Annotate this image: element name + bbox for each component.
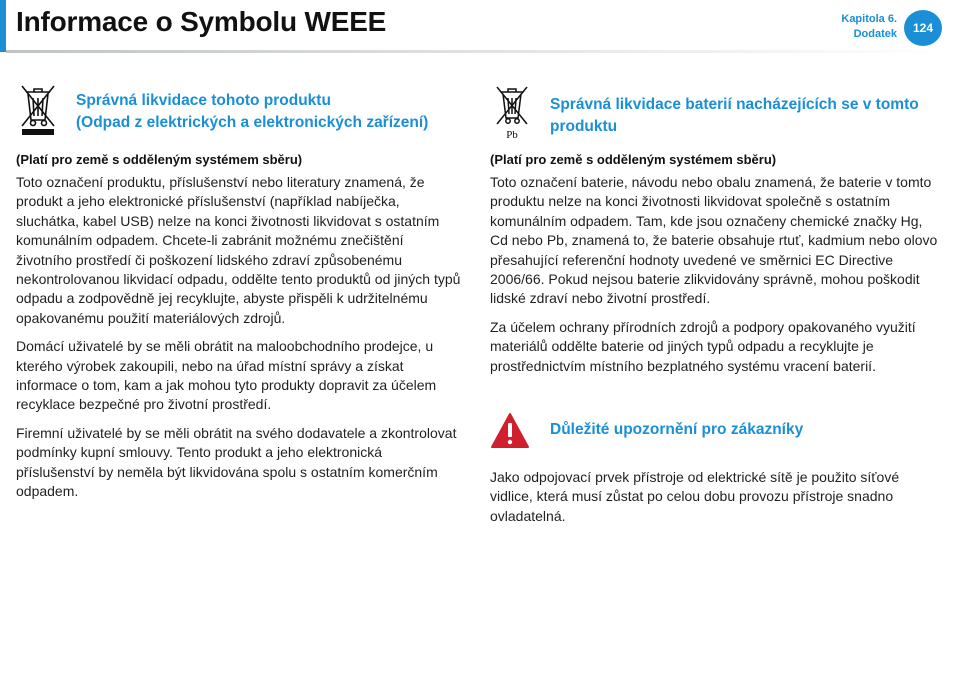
- pb-label: Pb: [506, 129, 518, 140]
- warning-section: [490, 412, 940, 526]
- battery-section-header: [490, 82, 940, 138]
- crossed-out-bin-pb-icon: [490, 82, 534, 145]
- chapter-name: Dodatek: [853, 28, 897, 40]
- weee-title-line2: (Odpad z elektrických a elektronických zařízení): [76, 114, 429, 131]
- crossed-out-wheelie-bin-icon: [16, 82, 60, 141]
- right-column: [490, 82, 940, 535]
- weee-paragraph: Toto označení produktu, příslušenství nebo literatury znamená, že produkt a jeho elektronické příslušenství (například nabíječka, sluchátka, kabel USB) nelze na konci životnosti likvidovat s ostatním komunálním odpadem. Chcete-li zabránit možnému znečištění životního prostředí či poškození lidského zdraví způsobenému nekontrolovanou likvidací odpadu, oddělte tento produktů od jiných typů odpadu a zodpovědně jej recyklujte, abyste přispěli k udržitelnému opakovanému použití materiálových zdrojů.: [16, 174, 461, 326]
- page-number-badge: 124: [904, 10, 942, 46]
- weee-title-line1: Správná likvidace tohoto produktu: [76, 92, 331, 109]
- warning-triangle-icon: [490, 412, 530, 455]
- battery-section-title: Správná likvidace baterií nacházejících se v tomto produktu: [550, 96, 919, 135]
- page-title: Informace o Symbolu WEEE: [16, 6, 387, 37]
- left-column: [16, 82, 461, 511]
- weee-paragraph: Firemní uživatelé by se měli obrátit na svého dodavatele a zkontrolovat podmínky kupní smlouvy. Tento produkt a jeho elektronická příslušenství by neměla být likvidována spolu s ostatním komerčním odpadem.: [16, 424, 457, 500]
- warning-header: [490, 412, 940, 452]
- battery-subheading: (Platí pro země s odděleným systémem sběru): [490, 152, 777, 167]
- battery-paragraph: Za účelem ochrany přírodních zdrojů a podpory opakovaného využití materiálů oddělte baterie od jiných typů odpadu a recyklujte je prostřednictvím místního bezplatného systému vracení baterií.: [490, 318, 916, 374]
- weee-section-title: [16, 82, 461, 134]
- warning-text: Jako odpojovací prvek přístroje od elektrické sítě je použito síťové vidlice, která musí zůstat po celou dobu provozu přístroje snadno ovladatelná.: [490, 469, 900, 524]
- chapter-number: Kapitola 6.: [841, 13, 897, 25]
- weee-paragraph: Domácí uživatelé by se měli obrátit na maloobchodního prodejce, u kterého výrobek zakoupili, nebo na úřad místní správy a získat informace o tom, kam a jak mohou tyto produkty dopravit za účelem recyklace bezpečné pro životní prostředí.: [16, 338, 437, 413]
- weee-subheading: (Platí pro země s odděleným systémem sběru): [16, 152, 303, 167]
- battery-paragraph: Toto označení baterie, návodu nebo obalu znamená, že baterie v tomto produktu nelze na konci životnosti likvidovat společně s ostatním komunálním odpadem. Tam, kde jsou označeny chemické značky Hg, Cd nebo Pb, znamená to, že baterie obsahuje rtuť, kadmium nebo olovo přesahující referenční hodnoty uvedené ve směrnici EC Directive 2006/66. Pokud nejsou baterie zlikvidovány správně, mohou poškodit lidské zdraví nebo životní prostředí.: [490, 174, 938, 307]
- warning-title: Důležité upozornění pro zákazníky: [550, 421, 804, 439]
- weee-section-header: [16, 82, 461, 134]
- header-accent-bar: [0, 0, 6, 52]
- header-divider: [6, 50, 954, 53]
- chapter-label: [841, 12, 897, 42]
